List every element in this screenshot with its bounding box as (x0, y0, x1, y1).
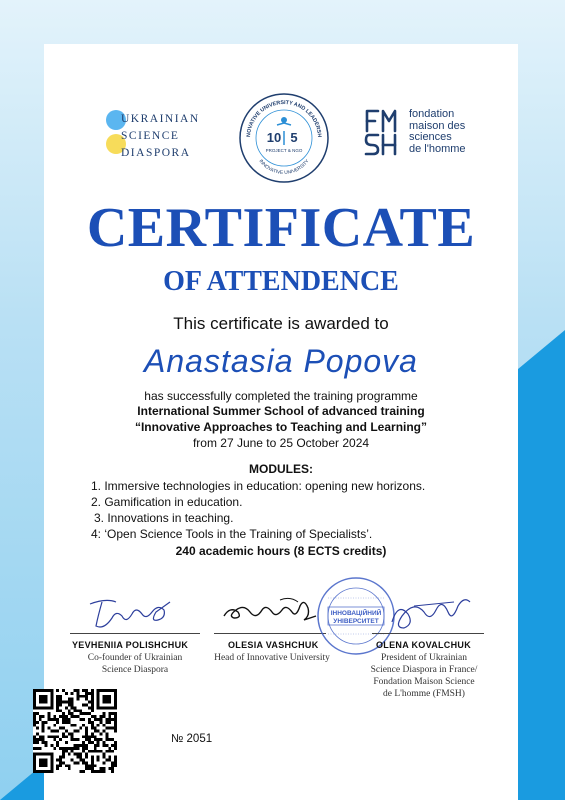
module-item: 4: ‘Open Science Tools in the Training of Specialists’. (91, 527, 373, 541)
academic-hours: 240 academic hours (8 ECTS credits) (175, 544, 387, 558)
usd-logo-line: DIASPORA (121, 147, 191, 159)
module-item: 1. Immersive technologies in education: opening new horizons. (91, 479, 426, 493)
university-digits-left: 10 (266, 130, 282, 145)
fmsh-logo-line: sciences (409, 131, 452, 143)
signatory-name: YEVHENIIA POLISHCHUK (72, 640, 189, 650)
awarded-text: This certificate is awarded to (173, 314, 389, 333)
programme-dates: from 27 June to 25 October 2024 (192, 436, 370, 450)
signature-line (214, 633, 326, 634)
signature-line (372, 633, 484, 634)
university-ring-text: NOVATIVE UNIVERSITY AND LEADERSH (245, 99, 323, 138)
signature-polishchuk (86, 596, 176, 632)
fmsh-logo-mark (363, 107, 399, 157)
signature-line (70, 633, 200, 634)
signatory-name: OLESIA VASHCHUK (228, 640, 319, 650)
certificate-title: CERTIFICATE (86, 197, 476, 259)
svg-text:INNOVATIVE UNIVERSITY (257, 158, 311, 176)
certificate-subtitle: OF ATTENDENCE (163, 266, 399, 297)
module-item: 2. Gamification in education. (91, 495, 243, 509)
signatory-role (356, 652, 492, 700)
signatory-role-line: Head of Innovative University (214, 653, 330, 663)
recipient-name: Anastasia Popova (144, 343, 418, 379)
signatory-role-line: de L'homme (FMSH) (383, 689, 465, 699)
signatory-role (66, 652, 204, 676)
university-digit-right: 5 (290, 130, 298, 145)
signatory-role-line: Co-founder of Ukrainian (87, 653, 183, 663)
signatory-role-line: President of Ukrainian (380, 653, 467, 663)
fmsh-logo-text (409, 109, 509, 155)
modules-heading: MODULES: (249, 462, 313, 476)
usd-logo-line: SCIENCE (121, 130, 180, 142)
completed-text: has successfully completed the training programme (144, 389, 418, 403)
programme-title: “Innovative Approaches to Teaching and Learning” (134, 420, 428, 434)
programme-name: International Summer School of advanced training (137, 404, 425, 418)
signature-vashchuk (220, 594, 320, 634)
signature-kovalchuk (384, 592, 474, 636)
fmsh-logo-line: maison des (409, 119, 466, 132)
university-ring-bottom-text: INNOVATIVE UNIVERSITY (257, 158, 311, 177)
university-logo (238, 92, 330, 184)
fmsh-logo-line: de l'homme (409, 142, 466, 155)
signatory-role-line: Fondation Maison Science (373, 677, 475, 687)
module-item: 3. Innovations in teaching. (94, 511, 234, 525)
signatory-role (204, 652, 340, 664)
stamp-line: УНІВЕРСИТЕТ (333, 618, 379, 625)
fmsh-logo-line: fondation (409, 108, 455, 120)
usd-logo-line: UKRAINIAN (121, 113, 200, 125)
stamp-line: ІННОВАЦІЙНИЙ (330, 610, 382, 617)
signatory-role-line: Science Diaspora in France/ (370, 665, 478, 675)
usd-logo-text (121, 111, 221, 162)
university-sub-text: PROJECT & NGO (265, 148, 303, 153)
certificate-number: № 2051 (171, 733, 213, 745)
qr-code (33, 689, 117, 773)
signatory-role-line: Science Diaspora (101, 665, 169, 675)
signatory-name: OLENA KOVALCHUK (376, 640, 471, 650)
